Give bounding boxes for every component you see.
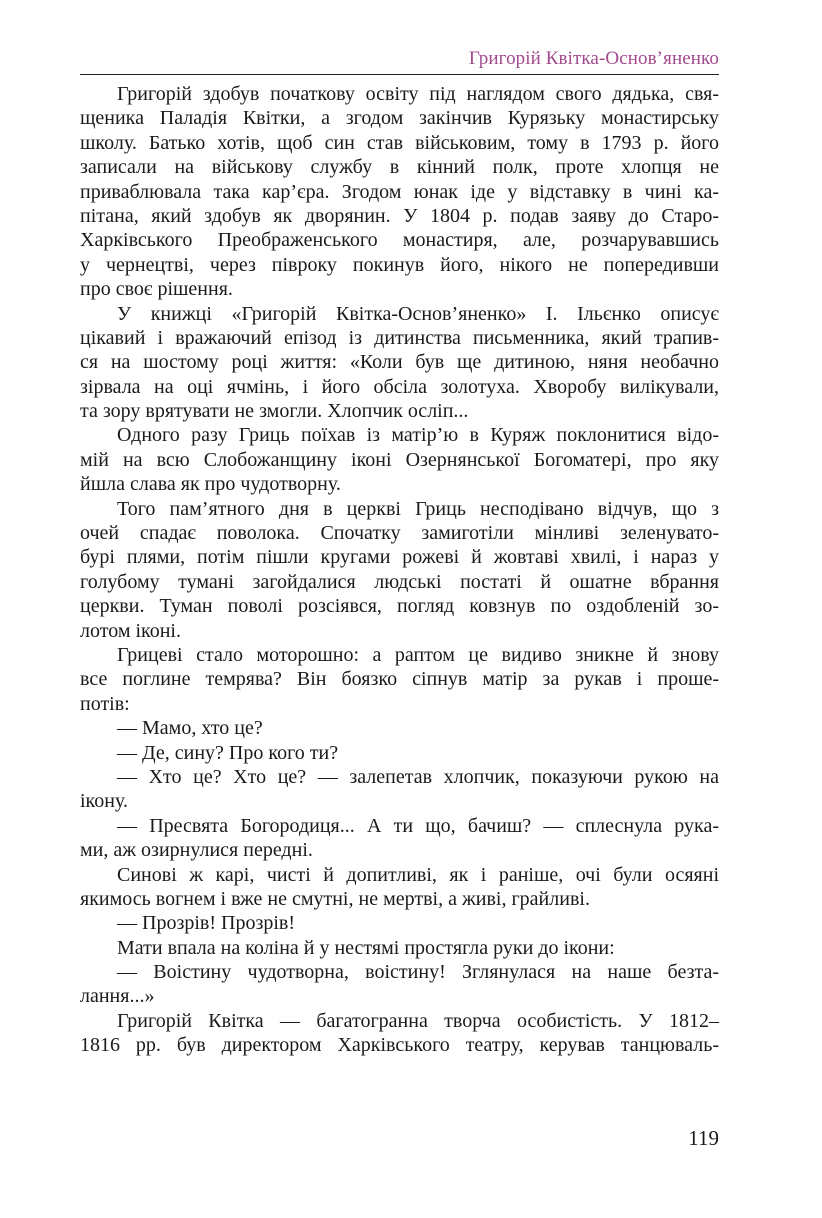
text-line: мій на всю Слобожанщину іконі Озернянської Богоматері, про яку [80,448,719,471]
text-line: Синові ж карі, чисті й допитливі, як і раніше, очі були осяяні [117,863,719,886]
text-line: — Хто це? Хто це? — залепетав хлопчик, показуючи рукою на [117,765,719,788]
text-line: лотом іконі. [80,619,181,642]
text-line: Харківського Преображенського монастиря, але, розчарувавшись [80,229,719,252]
text-line: йшла слава як про чудотворну. [80,473,341,496]
text-line: голубому тумані загойдалися людські постаті й ошатне вбрання [80,570,719,593]
text-line: цікавий і вражаючий епізод із дитинства письменника, який трапив- [80,326,719,349]
text-line: Мати впала на коліна й у нестямі простягла руки до ікони: [117,936,615,959]
text-line: — Воістину чудотворна, воістину! Зглянулася на наше безта- [117,961,719,984]
text-line: у чернецтві, через півроку покинув його, нікого не попередивши [80,253,719,276]
text-line: — Прозрів! Прозрів! [117,912,296,935]
running-title: Григорій Квітка-Основ’яненко [468,48,719,69]
text-line: ся на шостому році життя: «Коли був ще дитиною, няня необачно [80,351,719,374]
text-line: — Пресвята Богородиця... А ти що, бачиш? — сплеснула рука- [117,814,719,837]
text-line: потів: [80,692,130,715]
running-header [80,48,719,75]
text-line: — Де, сину? Про кого ти? [117,741,339,764]
page-number: 119 [688,1126,719,1150]
text-line: очей спадає поволока. Спочатку замиготіли мінливі зеленувато- [80,522,719,545]
body-text [80,82,719,1058]
text-line: Того пам’ятного дня в церкві Гриць несподівано відчув, що з [117,497,719,520]
text-line: пітана, який здобув як дворянин. У 1804 р. подав заяву до Старо- [80,204,719,227]
text-line: бурі плями, потім пішли кругами рожеві й жовтаві хвилі, і нараз у [80,546,719,569]
text-line: школу. Батько хотів, щоб син став військовим, тому в 1793 р. його [80,131,719,154]
text-line: та зору врятувати не змогли. Хлопчик осліп... [80,400,469,423]
text-line: записали на військову службу в кінний полк, проте хлопця не [80,156,719,179]
text-line: церкви. Туман поволі розсіявся, погляд ковзнув по оздобленій зо- [80,595,719,618]
text-line: якимось вогнем і вже не смутні, не мертві, а живі, грайливі. [80,887,590,910]
text-line: ми, аж озирнулися передні. [80,839,313,862]
text-line: лання...» [80,985,155,1008]
text-line: щеника Паладія Квітки, а згодом закінчив Курязьку монастирську [80,107,719,130]
text-line: приваблювала така кар’єра. Згодом юнак іде у відставку в чині ка- [80,180,719,203]
text-line: Грицеві стало моторошно: а раптом це видиво зникне й знову [117,643,719,666]
text-line: 1816 рр. був директором Харківського театру, керував танцюваль- [80,1034,719,1057]
text-line: Одного разу Гриць поїхав із матір’ю в Куряж поклонитися відо- [117,424,719,447]
text-line: зірвала на оці ячмінь, і його обсіла золотуха. Хворобу вилікували, [80,375,719,398]
text-line: Григорій здобув початкову освіту під наглядом свого дядька, свя- [117,83,719,105]
text-line: все поглине темрява? Він боязко сіпнув матір за рукав і проше- [80,668,719,691]
text-line: Григорій Квітка — багатогранна творча особистість. У 1812– [117,1009,719,1032]
text-line: ікону. [80,790,128,813]
text-line: — Мамо, хто це? [117,717,263,740]
text-line: У книжці «Григорій Квітка-Основ’яненко» І. Ільєнко описує [117,302,719,325]
text-line: про своє рішення. [80,278,233,301]
